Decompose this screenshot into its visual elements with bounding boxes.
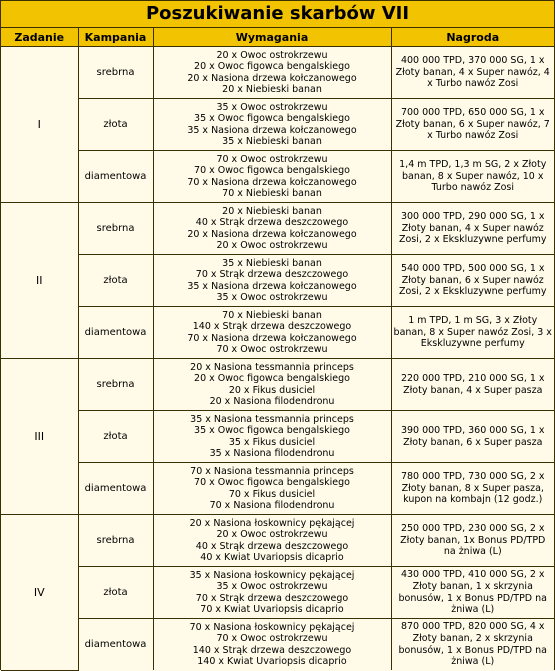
requirement-item: 70 x Nasiona tessmannia princeps [190,465,354,477]
requirements-cell [153,47,391,99]
requirement-item: 70 x Nasiona filodendronu [209,500,335,511]
table-row [1,203,554,255]
requirement-item: 40 x Strąk drzewa deszczowego [195,540,349,552]
campaign-cell: złota [78,255,153,307]
requirements-cell [153,567,391,619]
requirement-item: 20 x Niebieski banan [222,205,322,217]
reward-cell: 400 000 TPD, 370 000 SG, 1 x Złoty banan, 4 x Super nawóz, 4 x Turbo nawóz Zosi [391,47,554,99]
campaign-cell: srebrna [78,47,153,99]
requirement-item: 20 x Owoc ostrokrzewu [216,49,328,61]
header-campaign: Kampania [78,28,153,47]
campaign-cell: srebrna [78,203,153,255]
table-row [1,151,554,203]
task-label: III [1,359,78,515]
requirements-table [1,28,554,671]
requirement-item: 70 x Owoc ostrokrzewu [216,153,328,165]
requirements-cell [153,515,391,567]
campaign-cell: diamentowa [78,463,153,515]
requirement-item: 20 x Owoc figowca bengalskiego [194,373,350,384]
requirement-item: 35 x Nasiona filodendronu [209,448,335,459]
campaign-cell: diamentowa [78,151,153,203]
table-row [1,47,554,99]
table-row [1,307,554,359]
task-label: I [1,47,78,203]
campaign-cell: złota [78,411,153,463]
requirement-item: 40 x Kwiat Uvariopsis dicaprio [200,552,344,563]
campaign-cell: diamentowa [78,619,153,671]
requirements-cell [153,463,391,515]
table-body [1,47,554,671]
requirement-item: 20 x Owoc ostrokrzewu [216,240,328,251]
reward-cell: 1,4 m TPD, 1,3 m SG, 2 x Złoty banan, 8 x Super nawóz, 10 x Turbo nawóz Zosi [391,151,554,203]
requirement-item: 20 x Nasiona drzewa kołczanowego [187,228,357,240]
requirement-item: 35 x Niebieski banan [222,136,322,147]
table-row [1,359,554,411]
table-row [1,99,554,151]
requirement-item: 20 x Owoc figowca bengalskiego [194,61,350,72]
reward-cell: 540 000 TPD, 500 000 SG, 1 x Złoty banan, 6 x Super nawóz Zosi, 2 x Ekskluzywne perfumy [391,255,554,307]
requirements-cell [153,151,391,203]
reward-cell: 300 000 TPD, 290 000 SG, 1 x Złoty banan, 4 x Super nawóz Zosi, 2 x Ekskluzywne perfumy [391,203,554,255]
requirement-item: 140 x Kwiat Uvariopsis dicaprio [197,656,347,667]
table-row [1,411,554,463]
reward-cell: 220 000 TPD, 210 000 SG, 1 x Złoty banan, 4 x Super pasza [391,359,554,411]
requirement-item: 35 x Nasiona łoskownicy pękającej [189,569,355,581]
table-row [1,567,554,619]
table-row [1,255,554,307]
reward-cell: 780 000 TPD, 730 000 SG, 2 x Złoty banan, 8 x Super pasza, kupon na kombajn (12 godz.) [391,463,554,515]
header-task: Zadanie [1,28,78,47]
table-row [1,515,554,567]
requirement-item: 70 x Nasiona drzewa kołczanowego [187,176,357,188]
requirement-item: 35 x Nasiona drzewa kołczanowego [187,280,357,292]
campaign-cell: złota [78,567,153,619]
requirements-cell [153,359,391,411]
requirement-item: 40 x Strąk drzewa deszczowego [195,217,349,228]
requirement-item: 20 x Niebieski banan [222,84,322,95]
requirement-item: 20 x Nasiona filodendronu [209,396,335,407]
requirement-item: 70 x Fikus dusiciel [228,488,316,500]
requirements-cell [153,203,391,255]
requirement-item: 70 x Niebieski banan [222,188,322,199]
requirement-item: 70 x Nasiona drzewa kołczanowego [187,332,357,344]
requirements-cell [153,619,391,671]
header-reward: Nagroda [391,28,554,47]
page-title: Poszukiwanie skarbów VII [1,1,554,28]
campaign-cell: złota [78,99,153,151]
requirement-item: 20 x Nasiona łoskownicy pękającej [189,517,355,529]
reward-cell: 700 000 TPD, 650 000 SG, 1 x Złoty banan, 6 x Super nawóz, 7 x Turbo nawóz Zosi [391,99,554,151]
requirement-item: 20 x Owoc ostrokrzewu [216,529,328,540]
requirement-item: 35 x Niebieski banan [222,257,322,269]
campaign-cell: diamentowa [78,307,153,359]
requirements-cell [153,99,391,151]
requirement-item: 20 x Nasiona drzewa kołczanowego [187,72,357,84]
task-label: IV [1,515,78,671]
reward-cell: 430 000 TPD, 410 000 SG, 2 x Złoty banan, 1 x skrzynia bonusów, 1 x Bonus PD/TPD na żniwa (L) [391,567,554,619]
requirement-item: 70 x Owoc ostrokrzewu [216,633,328,644]
requirement-item: 20 x Fikus dusiciel [228,384,316,396]
requirement-item: 35 x Owoc figowca bengalskiego [194,113,350,124]
reward-cell: 390 000 TPD, 360 000 SG, 1 x Złoty banan, 6 x Super pasza [391,411,554,463]
requirement-item: 35 x Owoc figowca bengalskiego [194,425,350,436]
requirement-item: 140 x Strąk drzewa deszczowego [192,644,352,656]
requirement-item: 35 x Nasiona tessmannia princeps [190,413,354,425]
requirement-item: 70 x Kwiat Uvariopsis dicaprio [200,604,344,615]
campaign-cell: srebrna [78,359,153,411]
requirement-item: 35 x Owoc ostrokrzewu [216,292,328,303]
requirement-item: 70 x Owoc ostrokrzewu [216,344,328,355]
requirement-item: 70 x Owoc figowca bengalskiego [194,165,350,176]
campaign-cell: srebrna [78,515,153,567]
requirement-item: 35 x Fikus dusiciel [228,436,316,448]
header-requirements: Wymagania [153,28,391,47]
table-row [1,619,554,671]
requirement-item: 140 x Strąk drzewa deszczowego [192,321,352,332]
table-row [1,463,554,515]
requirements-cell [153,255,391,307]
reward-cell: 1 m TPD, 1 m SG, 3 x Złoty banan, 8 x Super nawóz Zosi, 3 x Ekskluzywne perfumy [391,307,554,359]
requirement-item: 70 x Nasiona łoskownicy pękającej [189,621,355,633]
requirement-item: 70 x Strąk drzewa deszczowego [195,592,349,604]
requirement-item: 35 x Owoc ostrokrzewu [216,101,328,113]
requirements-cell [153,411,391,463]
requirements-cell [153,307,391,359]
requirement-item: 70 x Niebieski banan [222,309,322,321]
table-header-row [1,28,554,47]
requirement-item: 70 x Strąk drzewa deszczowego [195,269,349,280]
task-label: II [1,203,78,359]
reward-cell: 250 000 TPD, 230 000 SG, 2 x Złoty banan, 1x Bonus PD/TPD na żniwa (L) [391,515,554,567]
requirement-item: 35 x Nasiona drzewa kołczanowego [187,124,357,136]
reward-cell: 870 000 TPD, 820 000 SG, 4 x Złoty banan, 2 x skrzynia bonusów, 1 x Bonus PD/TPD na żniwa (L) [391,619,554,671]
requirement-item: 20 x Nasiona tessmannia princeps [190,361,354,373]
requirement-item: 35 x Owoc ostrokrzewu [216,581,328,592]
requirement-item: 70 x Owoc figowca bengalskiego [194,477,350,488]
